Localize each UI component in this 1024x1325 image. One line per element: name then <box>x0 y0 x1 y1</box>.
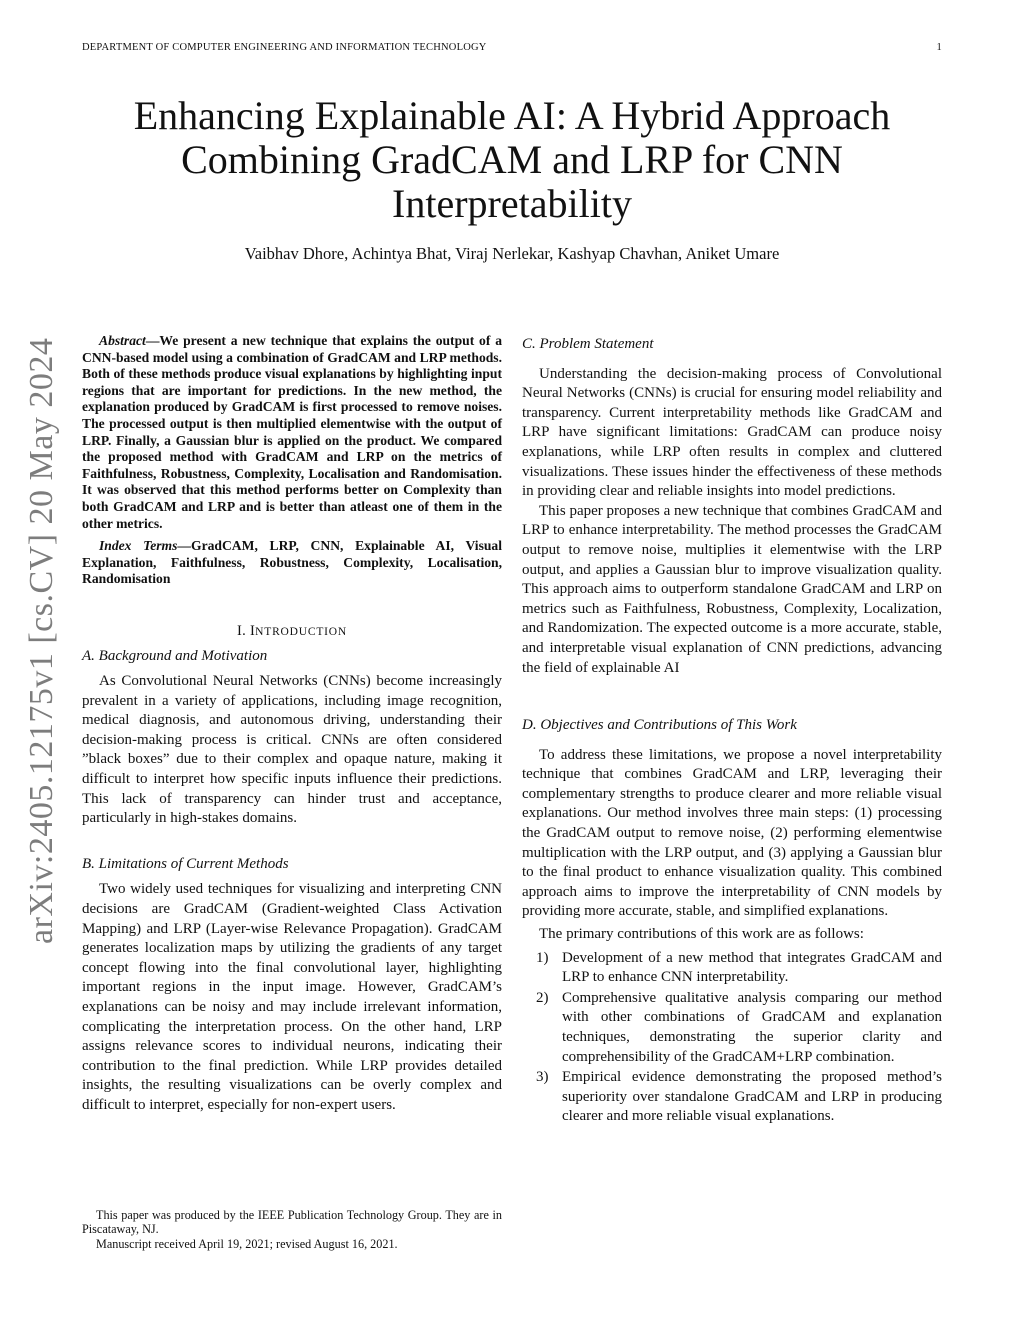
index-terms-text: GradCAM, LRP, CNN, Explainable AI, Visual Explanation, Faithfulness, Robustness, Complexity, Localisation, Randomisation <box>82 538 503 587</box>
section-title-initial: I <box>250 622 256 639</box>
section-numeral: I. <box>237 622 247 639</box>
subsection-heading-background: A. Background and Motivation <box>82 647 268 664</box>
running-header <box>82 42 942 56</box>
footnote-line-2: Manuscript received April 19, 2021; revised August 16, 2021. <box>96 1236 398 1251</box>
list-item-number: 3) <box>536 1069 549 1086</box>
index-terms: Index Terms—GradCAM, LRP, CNN, Explainable AI, Visual Explanation, Faithfulness, Robustness, Complexity, Localisation, Randomisation <box>82 538 503 587</box>
abstract-text: We present a new technique that explains the output of a CNN-based model using a combination of GradCAM and LRP methods. Both of these methods produce visual explanations by highlighting input regions that are important for predictions. In the new method, the explanation produced by GradCAM is first processed to remove noises. The processed output is then multiplied elementwise with the output of LRP. Finally, a Gaussian blur is applied on the product. We compared the proposed method with GradCAM and LRP on the metrics of Faithfulness, Robustness, Complexity, Localisation and Randomisation. It was observed that this method performs better on Complexity than both GradCAM and LRP and is better than atleast one of them in the other metrics. <box>82 333 502 531</box>
right-column <box>522 333 942 1128</box>
section-title-rest: NTRODUCTION <box>255 625 347 638</box>
footnote-line-1: This paper was produced by the IEEE Publication Technology Group. They are in Piscataway, NJ. <box>82 1208 502 1237</box>
page-number: 1 <box>936 42 942 53</box>
arxiv-stamp: arXiv:2405.12175v1 [cs.CV] 20 May 2024 <box>23 337 60 944</box>
problem-paragraph-2: This paper proposes a new technique that combines GradCAM and LRP to enhance interpretability. The method processes the GradCAM output to remove noise, multiplies it elementwise with the LRP output, and applies a Gaussian blur to improve visualization quality. This approach aims to outperform standalone GradCAM and LRP on metrics such as Faithfulness, Robustness, Complexity, Localization, and Randomization. The expected outcome is a more accurate, stable, and interpretable visual explanation of CNN predictions, advancing the field of explainable AI <box>522 502 942 676</box>
footnote <box>82 1208 502 1251</box>
list-item <box>522 989 942 1067</box>
background-paragraph: As Convolutional Neural Networks (CNNs) become increasingly prevalent in a variety of applications, including image recognition, medical diagnosis, and autonomous driving, understanding their decision-making process is critical. CNNs are often considered ”black boxes” due to their complex and opaque nature, making it difficult to interpret how specific inputs influence their predictions. This lack of transparency can hinder trust and acceptance, particularly in high-stakes domains. <box>82 673 502 827</box>
limitations-paragraph: Two widely used techniques for visualizing and interpreting CNN decisions are GradCAM (Gradient-weighted Class Activation Mapping) and LRP (Layer-wise Relevance Propagation). GradCAM generates localization maps by utilizing the gradients of any target concept flowing into the final convolutional layer, highlighting important regions in the input image. However, GradCAM’s explanations can be noisy and may include irrelevant information, complicating the interpretation process. On the other hand, LRP assigns relevance scores to individual neurons, indicating their contribution to the final prediction. While LRP provides detailed insights, the resulting visualizations can be overly complex and difficult to interpret, especially for non-expert users. <box>82 881 502 1113</box>
list-item-text: Comprehensive qualitative analysis comparing our method with other combinations of GradCAM and explanation techniques, demonstrating the superior clarity and comprehensibility of the GradCAM+LRP combination. <box>562 989 942 1065</box>
list-item-number: 1) <box>536 949 549 966</box>
problem-paragraph-1: Understanding the decision-making process of Convolutional Neural Networks (CNNs) is crucial for ensuring model reliability and transparency. Current interpretability methods like GradCAM and LRP have significant limitations: GradCAM can produce noisy explanations, while LRP often results in complex and cluttered visualizations. These issues hinder the effectiveness of these methods in providing clear and reliable insights into model predictions. <box>522 365 942 500</box>
left-column <box>82 333 502 1116</box>
objectives-paragraph-2: The primary contributions of this work are as follows: <box>539 926 864 943</box>
department-header: DEPARTMENT OF COMPUTER ENGINEERING AND INFORMATION TECHNOLOGY <box>82 42 487 53</box>
abstract-label: Abstract <box>99 333 146 348</box>
list-item-number: 2) <box>536 989 549 1006</box>
contributions-list <box>522 949 942 1127</box>
list-item <box>522 1068 942 1127</box>
paper-title: Enhancing Explainable AI: A Hybrid Approach Combining GradCAM and LRP for CNN Interpretability <box>133 93 891 226</box>
list-item <box>522 949 942 988</box>
index-terms-label: Index Terms <box>99 538 178 554</box>
section-heading-introduction <box>82 622 502 643</box>
subsection-heading-problem-statement: C. Problem Statement <box>522 336 654 352</box>
list-item-text: Empirical evidence demonstrating the proposed method’s superiority over standalone GradCAM and LRP in producing clearer and more reliable visual explanations. <box>562 1069 942 1125</box>
list-item-text: Development of a new method that integrates GradCAM and LRP to enhance CNN interpretability. <box>562 949 942 986</box>
subsection-heading-objectives: D. Objectives and Contributions of This Work <box>522 717 797 734</box>
objectives-paragraph-1: To address these limitations, we propose a novel interpretability technique that combines GradCAM and LRP, leveraging their complementary strengths to produce clearer and more reliable visual explanations. Our method involves three main steps: (1) processing the GradCAM output to remove noise, (2) performing elementwise multiplication with the LRP output, and (3) applying a Gaussian blur to the final product to enhance visualization quality. This combined approach aims to improve the interpretability of CNN models by providing more accurate, stable, and simplified explanations. <box>522 746 942 920</box>
abstract: Abstract—We present a new technique that explains the output of a CNN-based model using a combination of GradCAM and LRP methods. Both of these methods produce visual explanations by highlighting input regions that are important for predictions. In the new method, the explanation produced by GradCAM is first processed to remove noises. The processed output is then multiplied elementwise with the output of LRP. Finally, a Gaussian blur is applied on the product. We compared the proposed method with GradCAM and LRP on the metrics of Faithfulness, Robustness, Complexity, Localisation and Randomisation. It was observed that this method performs better on Complexity than both GradCAM and LRP and is better than atleast one of them in the other metrics. <box>82 333 502 531</box>
author-list: Vaibhav Dhore, Achintya Bhat, Viraj Nerlekar, Kashyap Chavhan, Aniket Umare <box>244 244 780 263</box>
subsection-heading-limitations: B. Limitations of Current Methods <box>82 855 289 872</box>
